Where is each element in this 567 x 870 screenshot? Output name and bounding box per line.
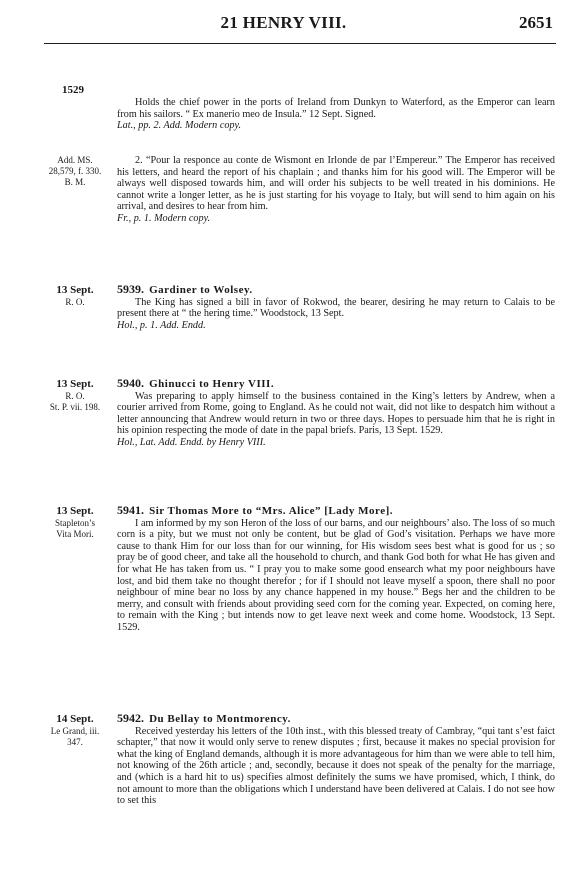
running-title: 21 HENRY VIII.: [220, 13, 347, 32]
entry-number: 5940.: [117, 376, 144, 390]
entry-note: Hol., Lat. Add. Endd. by Henry VIII.: [117, 436, 266, 448]
entry-title: Du Bellay to Montmorency.: [149, 713, 291, 725]
entry-heading: [117, 713, 555, 726]
entry-number: 5941.: [117, 503, 144, 517]
entry-paragraph: The King has signed a bill in favor of Rokwod, the bearer, desiring he may return to Calais to be present there at “ the hering time.” Woodstock, 13 Sept.: [117, 296, 555, 320]
entry-date: 13 Sept.: [56, 284, 94, 296]
margin-source-line: B. M.: [64, 177, 86, 187]
margin-source-line: 28,579, f. 330.: [48, 166, 102, 176]
page-header: [0, 13, 567, 43]
entry-body: [117, 505, 555, 634]
entry-body: [117, 155, 555, 225]
margin-source-line: Le Grand, iii.: [50, 726, 100, 736]
margin-source-line: Stapleton’s: [55, 518, 95, 528]
entry-title: Ghinucci to Henry VIII.: [149, 378, 275, 390]
entry-margin: [44, 713, 106, 748]
entry-note: Fr., p. 1. Modern copy.: [117, 212, 211, 224]
year-label: 1529: [62, 84, 84, 96]
entry-margin: [44, 378, 106, 413]
entry-body: [117, 284, 555, 331]
margin-source-line: R. O.: [65, 297, 85, 307]
entry-heading: [117, 284, 555, 297]
entry-date: 13 Sept.: [56, 378, 94, 390]
entry-number: 5939.: [117, 282, 144, 296]
entry-paragraph: Received yesterday his letters of the 10th inst., with this blessed treaty of Cambray, “qui tant s’est faict schapter,” that now it would only serve to renew disputes ; first, because it makes no special provision for what the king of England demands, although it is more advantageous for him than we were able to tell him, not knowing of the 26th article ; and, secondly, because it does not speak of the penalty for the marriage, and (which is a hard hit to us) specifies almost definitely the sums we have promised, which, I think, do not amount to more than the obligations which I understand have been delivered at Calais. I do not see how to set this: [117, 725, 555, 807]
entry-margin: [44, 505, 106, 540]
margin-source-line: Vita Mori.: [56, 529, 94, 539]
entry-note: Hol., p. 1. Add. Endd.: [117, 319, 206, 331]
margin-source-line: R. O.: [65, 391, 85, 401]
entry-paragraph: 2. “Pour la responce au conte de Wismont en Irlonde de par l’Empereur.” The Emperor has received his letters, and heard the report of his chaplain ; and thanks him for his good will. The Emperor will be always well disposed towards him, and will order his subjects to be well treated in his dominions. He cannot write a longer letter, as he is just starting for his voyage to Italy, but will send to him again on his arrival, and desires to hear from him.: [117, 155, 555, 213]
header-rule: [44, 43, 556, 44]
entry-body: [117, 97, 555, 132]
entry-heading: [117, 378, 555, 391]
entry-margin: [44, 155, 106, 188]
entry-date: 13 Sept.: [56, 505, 94, 517]
entry-paragraph: I am informed by my son Heron of the loss of our barns, and our neighbours’ also. The loss of so much corn is a pity, but we must not only be content, but be glad of God’s visitation. Perhaps we have more cause to thank Him for our loss than for our winning, for His wisdom sees best what is good for us ; so pray be of good cheer, and take all the household to church, and thank God both for what He has given and for what He has taken from us. “ I pray you to make some good ensearch what my poor neighbours have lost, and bid them take no thought therefor ; for if I should not leave myself a spoon, there shall no poor neighbour of mine bear no loss by any chance happened in my house.” Begs her and the children to be merry, and consult with friends about providing seed corn for the coming year. Expected, on coming here, to remain with the King ; but intends now to get leave next week and come home. Woodstock, 13 Sept. 1529.: [117, 517, 555, 633]
margin-source-line: 347.: [67, 737, 83, 747]
entry-paragraph: Holds the chief power in the ports of Ireland from Dunkyn to Waterford, as the Emperor can learn from his sailors. “ Ex manerio meo de Insula.” 12 Sept. Signed.: [117, 97, 555, 120]
entry-paragraph: Was preparing to apply himself to the business contained in the King’s letters by Andrew, when a courier arrived from Rome, going to England. As he could not wait, did not like to despatch him without a letter announcing that Andrew would return in two or three days. Hopes to persuade him that he is right in his opinion respecting the mode of date in the papal briefs. Paris, 13 Sept. 1529.: [117, 390, 555, 437]
page-number: 2651: [519, 13, 553, 32]
margin-source-line: Add. MS.: [57, 155, 93, 165]
entry-number: 5942.: [117, 711, 144, 725]
entry-note: Lat., pp. 2. Add. Modern copy.: [117, 120, 242, 132]
entry-margin: [44, 284, 106, 308]
entry-body: [117, 378, 555, 449]
entry-title: Gardiner to Wolsey.: [149, 284, 253, 296]
entry-body: [117, 713, 555, 807]
entry-heading: [117, 505, 555, 518]
entry-date: 14 Sept.: [56, 713, 94, 725]
margin-source-line: St. P. vii. 198.: [49, 402, 101, 412]
entry-title: Sir Thomas More to “Mrs. Alice” [Lady More].: [149, 505, 394, 517]
